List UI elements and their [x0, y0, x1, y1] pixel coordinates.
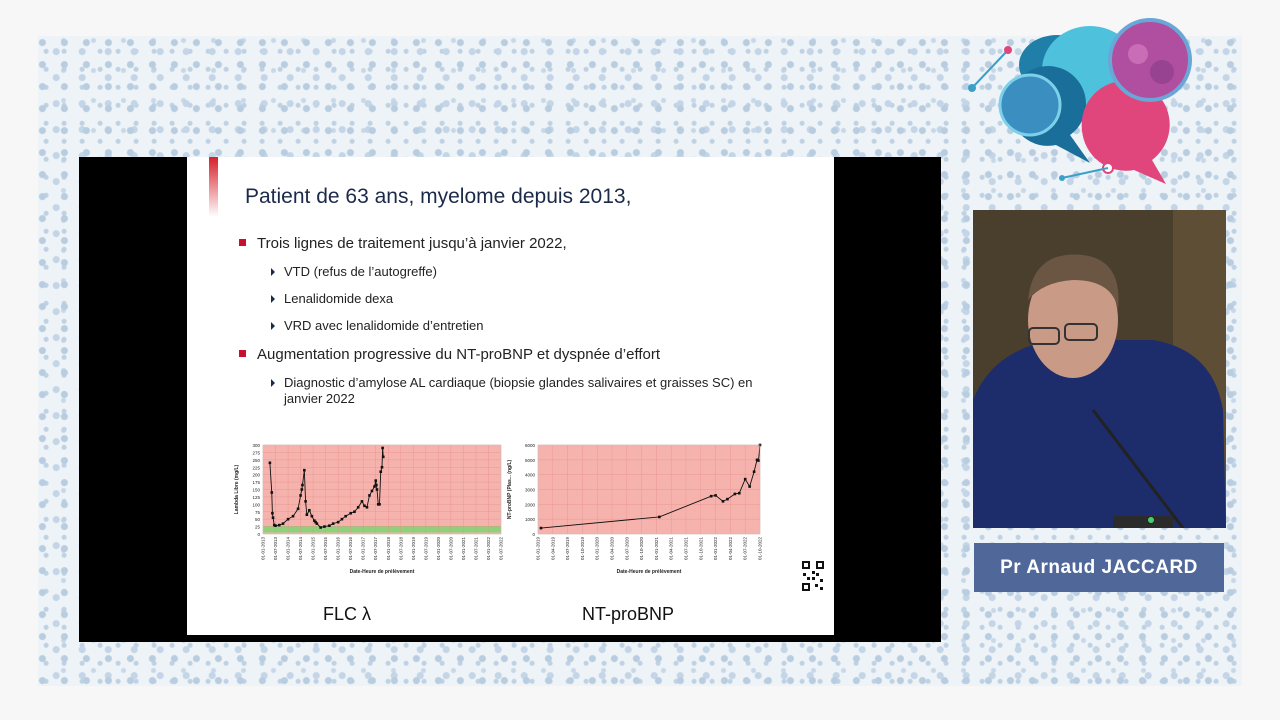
y-tick-label: 0 [532, 532, 535, 537]
bullet-text: Trois lignes de traitement jusqu’à janvier 2022, [257, 235, 567, 252]
sub-bullet: VTD (refus de l’autogreffe) [271, 264, 437, 280]
x-tick-label: 01-10-2019 [579, 537, 585, 561]
data-point [381, 466, 384, 469]
data-point [319, 526, 322, 529]
x-tick-label: 01-07-2022 [742, 537, 748, 561]
caption-nt-probnp: NT-proBNP [582, 604, 675, 624]
data-point [269, 462, 272, 465]
x-tick-label: 01-01-2022 [713, 537, 719, 561]
data-point [301, 488, 304, 491]
data-point [357, 506, 360, 509]
y-axis-label: Lambda Libre (mg/L) [234, 464, 240, 515]
nt-probnp-chart [502, 439, 764, 584]
y-tick-label: 4000 [524, 472, 535, 478]
data-point [299, 494, 302, 497]
data-point [368, 494, 371, 497]
speaker-nameplate [974, 543, 1224, 592]
data-point [722, 500, 725, 503]
data-point [748, 485, 751, 488]
x-tick-label: 01-01-2019 [410, 537, 416, 561]
x-tick-label: 01-01-2020 [435, 537, 441, 561]
y-tick-label: 125 [252, 494, 260, 500]
presentation-frame [79, 157, 941, 642]
x-tick-label: 01-04-2021 [668, 537, 674, 561]
data-point [303, 469, 306, 472]
data-point [710, 495, 713, 498]
x-tick-label: 01-07-2013 [273, 537, 279, 561]
arrow-bullet-icon [271, 295, 275, 303]
arrow-bullet-icon [271, 268, 275, 276]
x-tick-label: 01-01-2019 [535, 537, 541, 561]
bullet-text: Augmentation progressive du NT-proBNP et dyspnée d’effort [257, 346, 661, 363]
data-point [297, 507, 300, 510]
x-tick-label: 01-04-2019 [550, 537, 556, 561]
x-tick-label: 01-01-2014 [285, 537, 291, 561]
data-point [366, 506, 369, 509]
data-point [361, 500, 364, 503]
data-point [757, 459, 760, 462]
sub-bullet: VRD avec lenalidomide d’entretien [271, 318, 483, 334]
data-point [332, 522, 335, 525]
y-tick-label: 0 [257, 532, 260, 537]
data-point [337, 521, 340, 524]
data-point [738, 492, 741, 495]
data-point [311, 515, 314, 518]
data-point [323, 525, 326, 528]
x-tick-label: 01-07-2022 [498, 537, 503, 561]
data-point [734, 493, 737, 496]
data-point [376, 488, 379, 491]
data-point [363, 505, 366, 508]
x-axis-label: Date-Heure de prélèvement [616, 569, 682, 575]
data-point [274, 524, 277, 527]
data-point [301, 484, 304, 487]
x-tick-label: 01-01-2017 [360, 537, 366, 561]
bullet-square-icon [239, 350, 246, 357]
data-point [753, 470, 756, 473]
data-point [744, 478, 747, 481]
sub-bullet: Lenalidomide dexa [271, 291, 393, 307]
x-tick-label: 01-07-2014 [298, 537, 304, 561]
data-point [371, 490, 374, 493]
x-tick-label: 01-10-2022 [757, 537, 763, 561]
data-point [379, 470, 382, 473]
data-point [306, 513, 309, 516]
data-point [540, 527, 543, 530]
y-tick-label: 250 [252, 457, 260, 463]
x-tick-label: 01-07-2020 [448, 537, 454, 561]
y-tick-label: 2000 [524, 502, 535, 508]
y-tick-label: 275 [252, 450, 260, 456]
x-axis-label: Date-Heure de prélèvement [349, 569, 415, 575]
data-point [381, 447, 384, 450]
x-tick-label: 01-07-2018 [398, 537, 404, 561]
data-point [349, 512, 352, 515]
bullet-square-icon [239, 239, 246, 246]
data-point [328, 524, 331, 527]
data-point [658, 516, 661, 519]
x-tick-label: 01-01-2020 [594, 537, 600, 561]
x-tick-label: 01-01-2021 [460, 537, 466, 561]
y-tick-label: 300 [252, 443, 260, 448]
arrow-bullet-icon [271, 322, 275, 330]
y-tick-label: 6000 [524, 443, 535, 448]
x-tick-label: 01-07-2019 [423, 537, 429, 561]
data-point [344, 515, 347, 518]
data-point [278, 524, 281, 527]
data-point [272, 516, 275, 519]
data-point [270, 491, 273, 494]
data-point [375, 484, 378, 487]
y-tick-label: 175 [252, 480, 260, 486]
x-tick-label: 01-10-2020 [639, 537, 645, 561]
x-tick-label: 01-01-2015 [310, 537, 316, 561]
qr-code [801, 560, 825, 592]
y-tick-label: 150 [252, 487, 260, 493]
x-tick-label: 01-01-2021 [653, 537, 659, 561]
y-tick-label: 100 [252, 502, 260, 508]
y-tick-label: 75 [254, 509, 260, 515]
slide-accent-bar [209, 157, 218, 217]
y-tick-label: 50 [254, 517, 260, 523]
y-axis-label: NT-proBNP (Plas... (ng/L) [507, 459, 513, 520]
x-tick-label: 01-07-2019 [565, 537, 571, 561]
data-point [714, 494, 717, 497]
slide [187, 157, 834, 635]
data-point [316, 522, 319, 525]
data-point [304, 500, 307, 503]
flc-lambda-chart [229, 439, 503, 584]
data-point [353, 510, 356, 513]
y-tick-label: 3000 [524, 487, 535, 493]
bullet-nt-probnp [239, 346, 660, 363]
x-tick-label: 01-07-2021 [683, 537, 689, 561]
y-tick-label: 1000 [524, 517, 535, 523]
speaker-name: Pr Arnaud JACCARD [1000, 556, 1198, 578]
x-tick-label: 01-07-2015 [323, 537, 329, 561]
y-tick-label: 5000 [524, 457, 535, 463]
x-tick-label: 01-04-2022 [727, 537, 733, 561]
x-tick-label: 01-07-2020 [624, 537, 630, 561]
data-point [292, 515, 295, 518]
x-tick-label: 01-01-2018 [385, 537, 391, 561]
normal-range-band [263, 526, 501, 533]
bullet-treatment-lines [239, 235, 567, 252]
sub-bullet: Diagnostic d’amylose AL cardiaque (biopsie glandes salivaires et graisses SC) en janvier 2022 [271, 375, 754, 407]
x-tick-label: 01-01-2016 [335, 537, 341, 561]
data-point [374, 479, 377, 482]
y-tick-label: 200 [252, 472, 260, 478]
x-tick-label: 01-10-2021 [698, 537, 704, 561]
data-point [308, 509, 311, 512]
data-point [378, 503, 381, 506]
speaker-video [973, 210, 1226, 528]
y-tick-label: 225 [252, 465, 260, 471]
congress-logo [962, 10, 1212, 200]
data-point [726, 498, 729, 501]
arrow-bullet-icon [271, 379, 275, 387]
x-tick-label: 01-01-2013 [260, 537, 266, 561]
x-tick-label: 01-01-2022 [485, 537, 491, 561]
caption-flc: FLC λ [323, 604, 372, 624]
data-point [271, 512, 274, 515]
x-tick-label: 01-07-2017 [373, 537, 379, 561]
slide-title: Patient de 63 ans, myelome depuis 2013, [245, 185, 632, 208]
data-point [282, 522, 285, 525]
x-tick-label: 01-07-2021 [473, 537, 479, 561]
data-point [382, 456, 385, 459]
data-point [341, 518, 344, 521]
speaker-silhouette [973, 210, 1226, 528]
x-tick-label: 01-07-2016 [348, 537, 354, 561]
y-tick-label: 25 [254, 524, 260, 530]
x-tick-label: 01-04-2020 [609, 537, 615, 561]
data-point [287, 518, 290, 521]
